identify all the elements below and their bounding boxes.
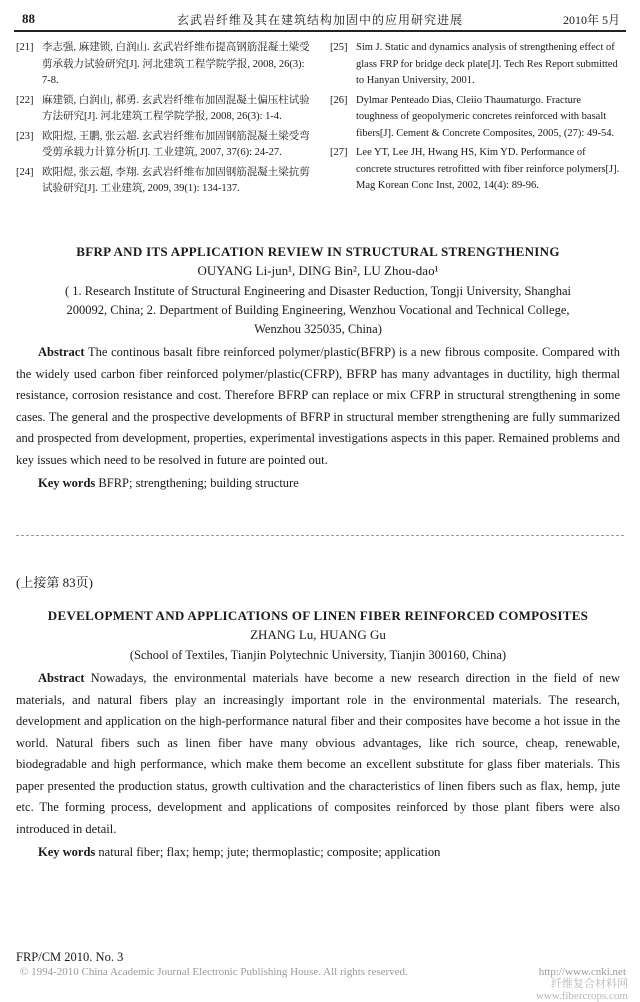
reference-number: [27] [330, 147, 348, 158]
cnki-link[interactable]: http://www.cnki.net [538, 966, 626, 978]
keywords-line [16, 473, 620, 494]
watermark-url: www.fibercrops.com [535, 990, 628, 1002]
reference-item [16, 40, 312, 90]
reference-number: [22] [16, 94, 34, 106]
issue-date: 2010年 5月 [562, 13, 620, 27]
keywords-label: Key words [38, 845, 96, 859]
reference-number: [25] [330, 42, 348, 53]
running-header [14, 8, 626, 32]
site-watermark [536, 978, 628, 1002]
references-right-column [330, 40, 620, 198]
reference-number: [26] [330, 94, 348, 106]
reference-number: [23] [16, 130, 34, 142]
reference-number: [21] [16, 42, 34, 53]
english-abstract-linen [16, 608, 620, 863]
reference-item [16, 165, 312, 198]
reference-text: Lee YT, Lee JH, Hwang HS, Kim YD. Performance of concrete structures retrofitted with fiber reinforce polymers[J]. Mag Korean Conc Inst, 2002, 14(4): 89-96. [356, 147, 620, 191]
abstract-text: The continous basalt fibre reinforced polymer/plastic(BFRP) is a new fibrous composite. Compared with the widely used carbon fiber reinforced polymer/plastic(CFRP), BFRP has many advantages in ductility, high thermal resistance, corrosion resistance and cost. Therefore BFRP can replace or mix CFRP in structural strengthening in some cases. The general and the prospective developments of BFRP in structural member strengthening are fully summarized and prospected from development, properties, experimental investigations aspects in this paper. Remained problems and key issues which need to be resolved in future are pointed out. [16, 345, 620, 467]
copyright-bar [20, 966, 626, 978]
keywords-line [16, 842, 620, 863]
article-affiliation: ( 1. Research Institute of Structural Engineering and Disaster Reduction, Tongji University, Shanghai 200092, China; 2. Department of Building Engineering, Wenzhou Vocational and Technical College, Wenzhou 325035, China) [65, 284, 571, 336]
copyright-text: © 1994-2010 China Academic Journal Electronic Publishing House. All rights reserved. [20, 966, 408, 978]
article-affiliation: (School of Textiles, Tianjin Polytechnic University, Tianjin 300160, China) [129, 648, 507, 662]
watermark-cn: 纤维复合材料网 [551, 978, 628, 990]
article-title: DEVELOPMENT AND APPLICATIONS OF LINEN FIBER REINFORCED COMPOSITES [47, 608, 589, 623]
article-authors: ZHANG Lu, HUANG Gu [250, 627, 386, 642]
references-left-column [16, 40, 312, 201]
page-number: 88 [22, 11, 35, 26]
reference-item [330, 93, 620, 143]
reference-item [330, 145, 620, 195]
reference-text: 麻建锁, 白润山, 郝勇. 玄武岩纤维布加固混凝土偏压柱试验方法研究[J]. 河北建筑工程学院学报, 2008, 26(3): 1-4. [42, 94, 310, 122]
abstract-paragraph [16, 342, 620, 471]
journal-header-title: 玄武岩纤维及其在建筑结构加固中的应用研究进展 [176, 13, 463, 27]
section-divider [16, 535, 624, 536]
reference-item [16, 93, 312, 126]
abstract-paragraph [16, 668, 620, 840]
english-abstract-bfrp [16, 244, 620, 494]
reference-item [330, 40, 620, 90]
continued-from-note: (上接第 83页) [16, 575, 93, 590]
keywords-text: BFRP; strengthening; building structure [98, 476, 299, 490]
reference-text: 欧阳煜, 王鹏, 张云超. 玄武岩纤维布加固钢筋混凝土梁受弯受剪承载力计算分析[J]. 工业建筑, 2007, 37(6): 24-27. [42, 130, 310, 158]
abstract-label: Abstract [38, 345, 85, 359]
reference-text: 李志强, 麻建锁, 白润山. 玄武岩纤维布提高钢筋混凝土梁受剪承载力试验研究[J]. 河北建筑工程学院学报, 2008, 26(3): 7-8. [42, 42, 310, 86]
reference-text: 欧阳煜, 张云超, 李翔. 玄武岩纤维布加固钢筋混凝土梁抗剪试验研究[J]. 工业建筑, 2009, 39(1): 134-137. [42, 166, 310, 194]
reference-text: Sim J. Static and dynamics analysis of strengthening effect of glass FRP for bridge deck plate[J]. Tech Res Report submitted to Hanyan University, 2001. [356, 42, 618, 86]
keywords-text: natural fiber; flax; hemp; jute; thermoplastic; composite; application [98, 845, 441, 859]
reference-number: [24] [16, 166, 34, 178]
abstract-label: Abstract [38, 671, 85, 685]
abstract-text: Nowadays, the environmental materials have become a new research direction in the field of new materials, and natural fibers play an increasingly important role in the environmental materials. The research, development and application on the high-performance natural fiber and their composites have become a hot issue in the world. Natural fibers such as linen fiber have many obvious advantages, like rich source, cheap, renewable, biodegradable and high performance, which make them become an excellent substitute for glass fiber materials. This paper presented the production status, growth cultivation and the characteristics of linen fibers such as flax, hemp, jute etc. The forming process, development and applications of composites reinforced by those plant fibers were also introduced in detail. [16, 671, 620, 836]
reference-text: Dylmar Penteado Dias, Cleiio Thaumaturgo. Fracture toughness of geopolymeric concretes reinforced with basalt fibers[J]. Cement & Concrete Composites, 2005, (27): 49-54. [356, 94, 615, 139]
reference-item [16, 129, 312, 162]
keywords-label: Key words [38, 476, 96, 490]
article-title: BFRP AND ITS APPLICATION REVIEW IN STRUCTURAL STRENGTHENING [76, 244, 560, 259]
journal-footer: FRP/CM 2010. No. 3 [16, 950, 124, 964]
article-authors: OUYANG Li-jun¹, DING Bin², LU Zhou-dao¹ [197, 263, 439, 278]
